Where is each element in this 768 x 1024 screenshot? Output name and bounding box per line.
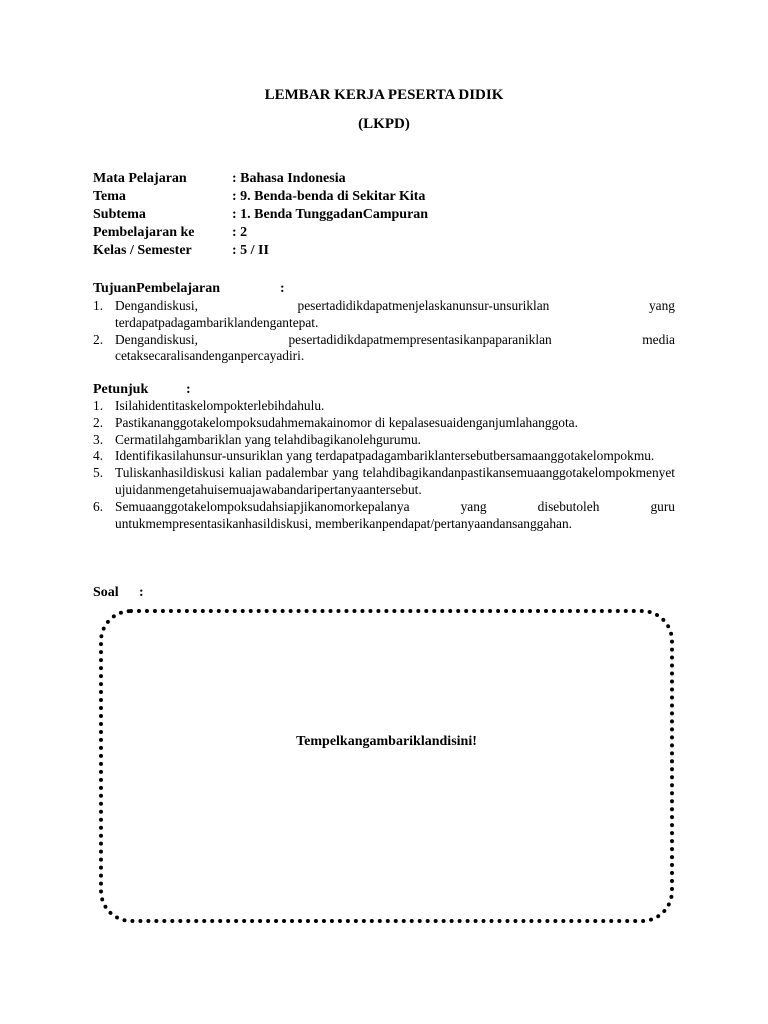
list-text: Semuaanggotakelompoksudahsiapjikanomorkepalanya yang disebutoleh guru untukmempresentasikanhasildiskusi, memberikanpendapat/pertanyaandansanggahan.	[115, 498, 675, 531]
paste-area-label: Tempelkangambariklandisini!	[296, 734, 477, 749]
list-text: Cermatilahgambariklan yang telahdibagikanolehgurumu.	[115, 431, 422, 447]
instructions-heading	[93, 381, 191, 399]
instructions-list	[93, 398, 675, 532]
objectives-list	[93, 298, 675, 365]
info-label: Subtema	[93, 207, 146, 222]
info-label: Kelas / Semester	[93, 243, 192, 258]
list-item	[93, 298, 675, 332]
list-text: Pastikananggotakelompoksudahmemakainomor di kepalasesuaidenganjumlahanggota.	[115, 414, 578, 430]
list-item	[93, 432, 675, 449]
info-row-theme	[93, 188, 428, 206]
list-item	[93, 332, 675, 366]
image-paste-area	[99, 609, 674, 923]
list-number: 3.	[93, 431, 104, 447]
list-number: 4.	[93, 448, 104, 464]
objectives-heading	[93, 280, 285, 298]
list-item	[93, 415, 675, 432]
list-item	[93, 499, 675, 533]
list-item	[93, 465, 675, 499]
list-text: Tuliskanhasildiskusi kalian padalembar yang telahdibagikandanpastikansemuaanggotakelompokmenyetujuidanmengetahuisemuajawabandaripertanyaantersebut.	[115, 465, 675, 497]
identity-table	[93, 170, 428, 260]
info-value: : 1. Benda TunggadanCampuran	[232, 207, 429, 222]
list-number: 6.	[93, 498, 104, 514]
info-value: : 9. Benda-benda di Sekitar Kita	[232, 189, 426, 204]
info-label: Mata Pelajaran	[93, 171, 187, 186]
document-subtitle: (LKPD)	[358, 116, 410, 132]
instructions-heading-text: Petunjuk	[93, 382, 149, 397]
list-text: Dengandiskusi, pesertadidikdapatmempresentasikanpaparaniklan media cetaksecaralisandenganpercayadiri.	[115, 331, 675, 364]
info-value: : 2	[232, 225, 248, 240]
info-row-subject	[93, 170, 428, 188]
question-heading-colon: :	[139, 585, 144, 600]
list-number: 2.	[93, 414, 104, 430]
instructions-heading-colon: :	[186, 382, 191, 397]
list-text: Identifikasilahunsur-unsuriklan yang terdapatpadagambariklantersebutbersamaanggotakelompokmu.	[115, 448, 655, 464]
list-number: 5.	[93, 465, 104, 481]
document-title: LEMBAR KERJA PESERTA DIDIK	[264, 87, 504, 103]
info-label: Pembelajaran ke	[93, 225, 195, 240]
info-value: : 5 / II	[232, 243, 269, 258]
list-text: Isilahidentitaskelompokterlebihdahulu.	[115, 398, 325, 413]
info-row-subtheme	[93, 206, 428, 224]
list-number: 1.	[93, 398, 104, 413]
info-value: : Bahasa Indonesia	[232, 171, 346, 186]
info-row-lesson	[93, 224, 428, 242]
objectives-heading-colon: :	[280, 281, 285, 296]
question-heading-text: Soal	[93, 585, 119, 600]
objectives-heading-text: TujuanPembelajaran	[93, 281, 221, 296]
list-number: 2.	[93, 331, 104, 347]
info-row-class	[93, 242, 428, 260]
list-item	[93, 398, 675, 415]
list-number: 1.	[93, 298, 104, 313]
info-label: Tema	[93, 189, 126, 204]
list-text: Dengandiskusi, pesertadidikdapatmenjelaskanunsur-unsuriklan yang terdapatpadagambariklandengantepat.	[115, 298, 675, 330]
list-item	[93, 448, 675, 465]
question-heading	[93, 584, 144, 602]
